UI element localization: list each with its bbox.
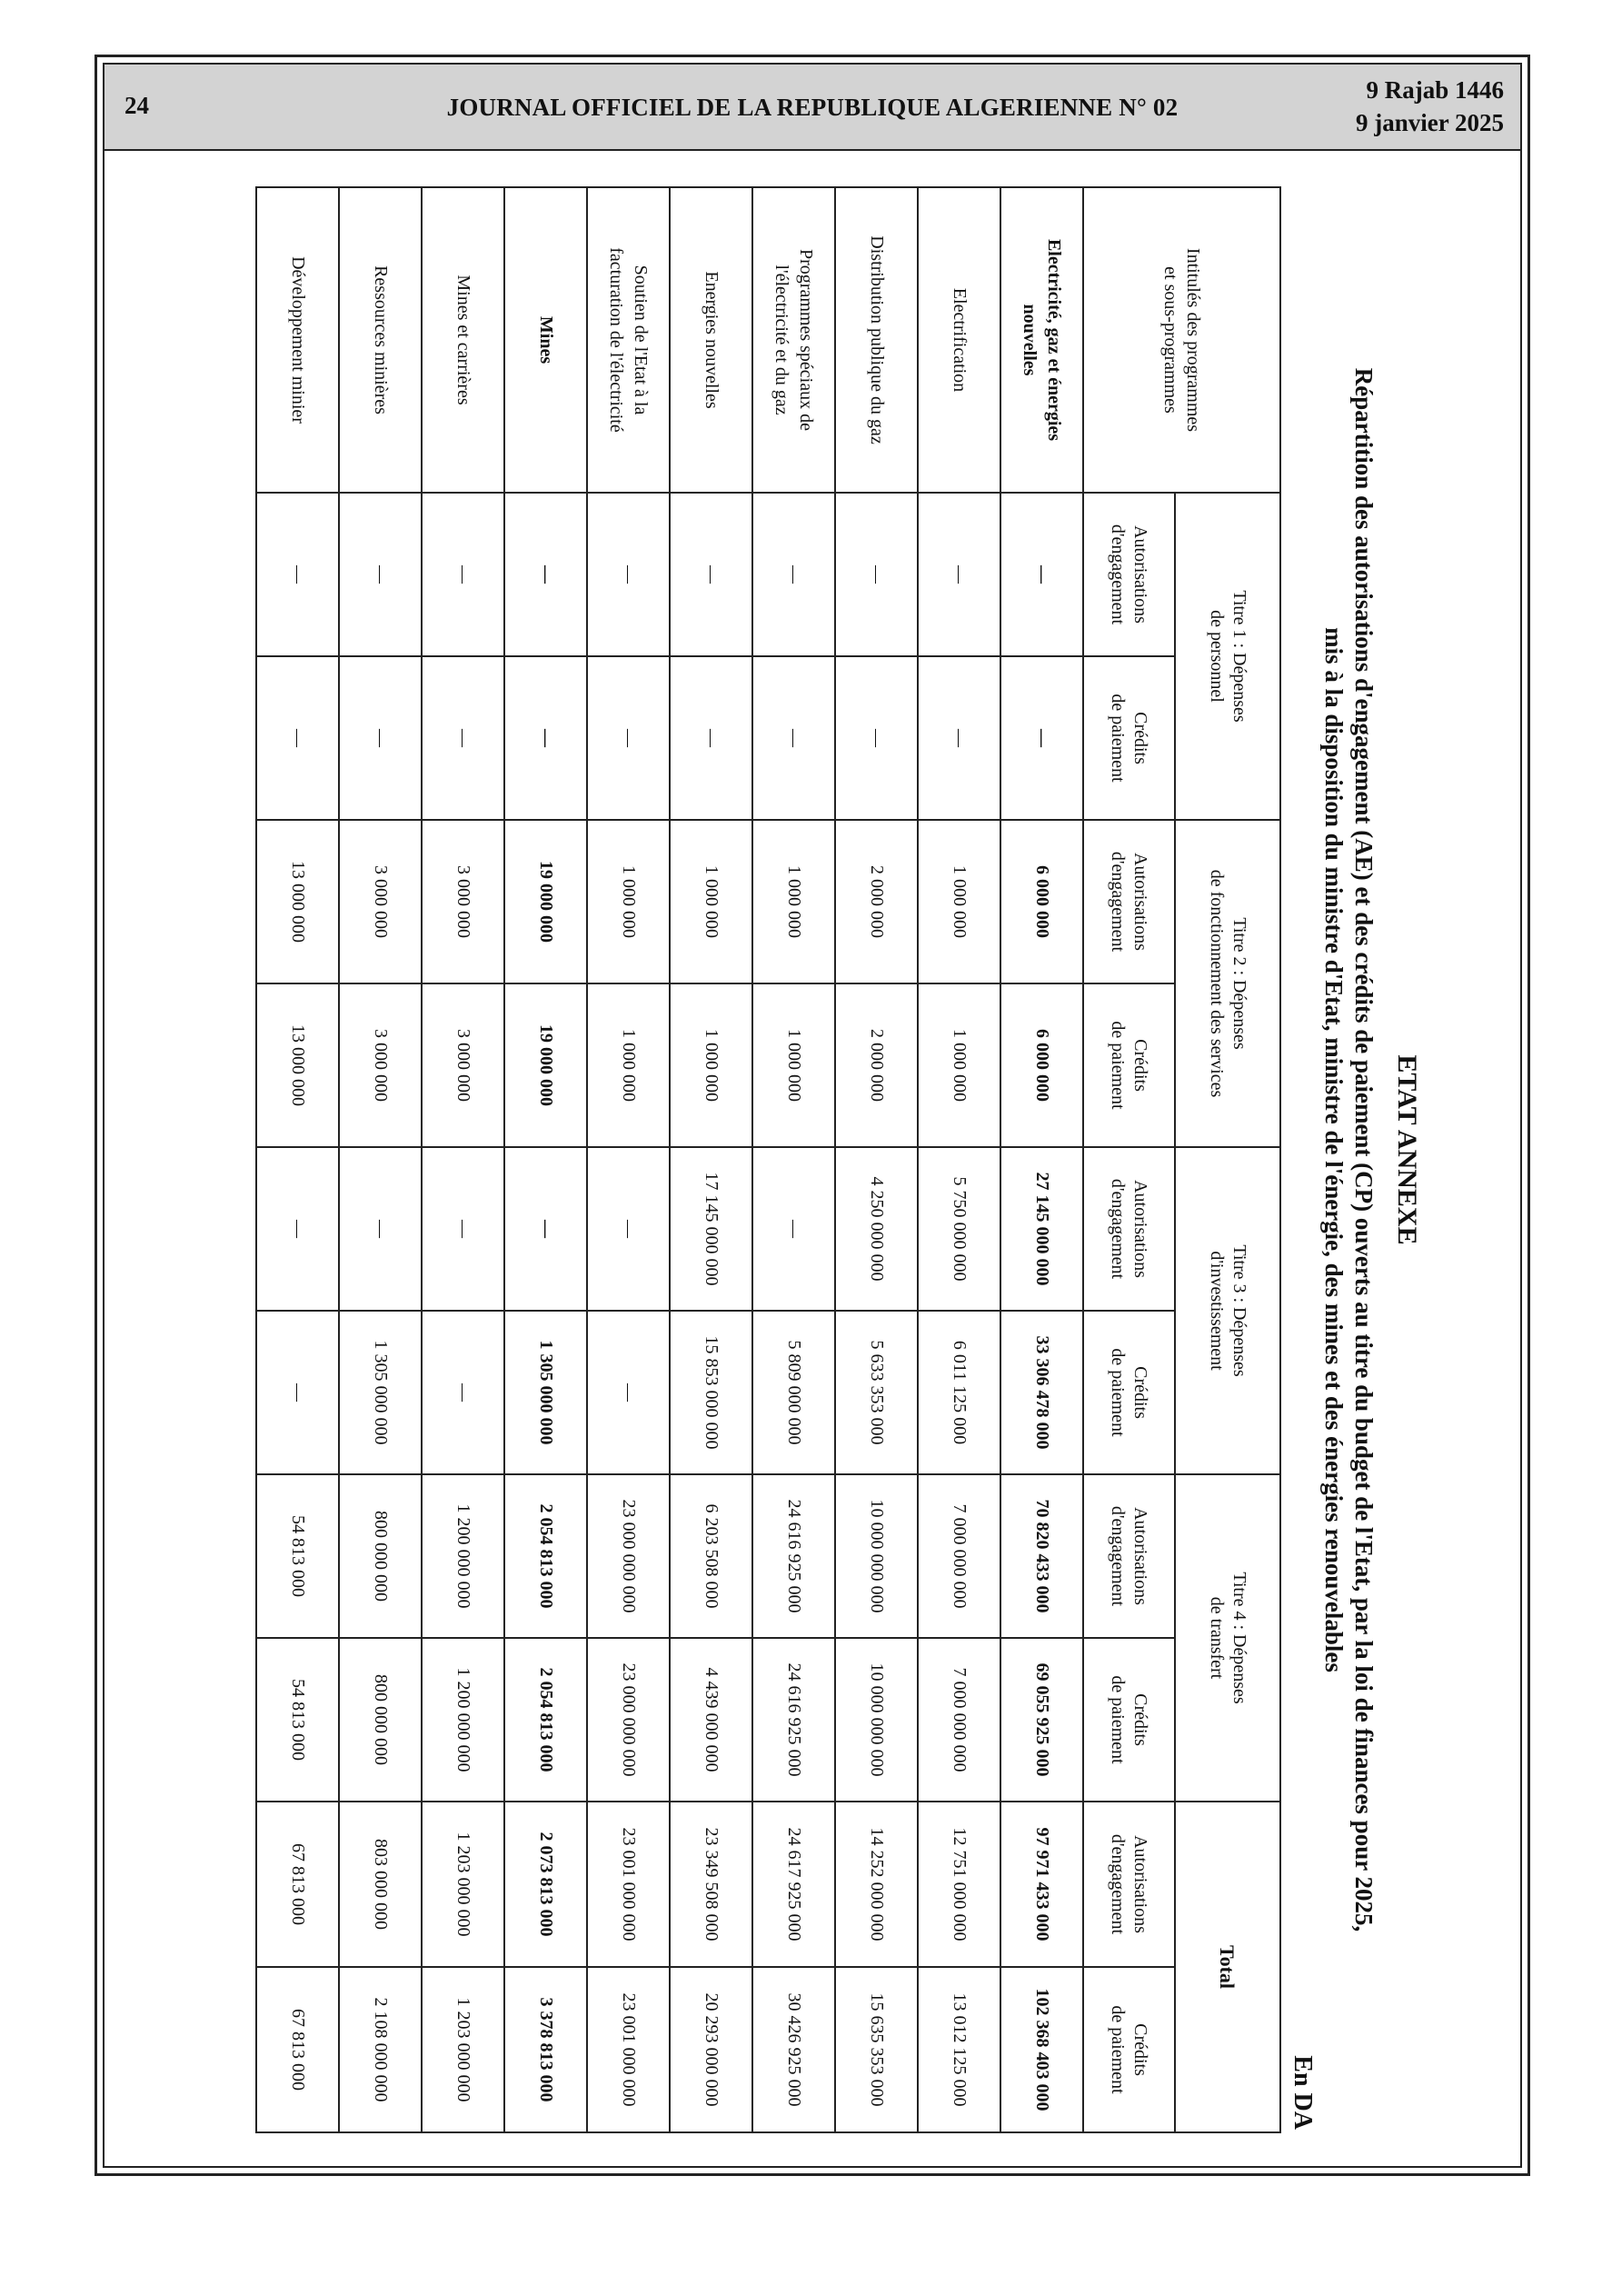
page-number: 24 [124,92,149,119]
amount-cell: — [339,1147,422,1311]
program-label: Electricité, gaz et énergies nouvelles [1000,187,1083,493]
amount-cell: 13 000 000 [256,820,339,983]
amount-cell: 15 635 353 000 [835,1967,918,2132]
amount-cell: 24 616 925 000 [752,1474,835,1638]
amount-cell: 1 305 000 000 [339,1311,422,1474]
amount-cell: 24 617 925 000 [752,1802,835,1967]
amount-cell: 1 000 000 [918,983,1000,1147]
amount-cell: 1 200 000 000 [422,1474,504,1638]
amount-cell: — [504,656,587,820]
amount-cell: 3 000 000 [422,983,504,1147]
subheader-ae: Autorisations d'engagement [1083,493,1175,656]
amount-cell: — [422,1147,504,1311]
amount-cell: 1 305 000 000 [504,1311,587,1474]
program-label: Programmes spéciaux de l'électricité et du gaz [752,187,835,493]
amount-cell: — [1000,656,1083,820]
hijri-date: 9 Rajab 1446 [1366,76,1504,104]
amount-cell: 30 426 925 000 [752,1967,835,2132]
amount-cell: 69 055 925 000 [1000,1638,1083,1802]
amount-cell: 2 054 813 000 [504,1474,587,1638]
amount-cell: 4 439 000 000 [670,1638,752,1802]
table-row [587,187,670,2132]
amount-cell: 102 368 403 000 [1000,1967,1083,2132]
amount-cell: 1 203 000 000 [422,1967,504,2132]
amount-cell: 17 145 000 000 [670,1147,752,1311]
rotated-annex [204,159,1449,2141]
amount-cell: 2 054 813 000 [504,1638,587,1802]
table-row [339,187,422,2132]
amount-cell: 27 145 000 000 [1000,1147,1083,1311]
amount-cell: 5 809 000 000 [752,1311,835,1474]
amount-cell: 23 000 000 000 [587,1474,670,1638]
amount-cell: 803 000 000 [339,1802,422,1967]
amount-cell: 1 000 000 [752,820,835,983]
amount-cell: — [256,493,339,656]
amount-cell: 19 000 000 [504,820,587,983]
amount-cell: 10 000 000 000 [835,1474,918,1638]
amount-cell: — [918,493,1000,656]
amount-cell: 97 971 433 000 [1000,1802,1083,1967]
amount-cell: 2 108 000 000 [339,1967,422,2132]
annex-subtitle [1318,295,1378,2004]
amount-cell: 1 000 000 [587,983,670,1147]
program-label: Soutien de l'Etat à la facturation de l'électricité [587,187,670,493]
table-row [256,187,339,2132]
journal-header [104,65,1520,151]
amount-cell: 13 000 000 [256,983,339,1147]
amount-cell: — [422,493,504,656]
amount-cell: 23 349 508 000 [670,1802,752,1967]
program-label: Mines et carrières [422,187,504,493]
annex-title: ETAT ANNEXE [1392,1054,1422,1245]
subheader-ae: Autorisations d'engagement [1083,1147,1175,1311]
amount-cell: 3 378 813 000 [504,1967,587,2132]
table-body [256,187,1083,2132]
group-header-titre4: Titre 4 : Dépenses de transfert [1175,1474,1280,1802]
amount-cell: 1 200 000 000 [422,1638,504,1802]
program-label: Distribution publique du gaz [835,187,918,493]
program-label: Ressources minières [339,187,422,493]
amount-cell: — [422,1311,504,1474]
amount-cell: 13 012 125 000 [918,1967,1000,2132]
amount-cell: 12 751 000 000 [918,1802,1000,1967]
amount-cell: — [504,493,587,656]
subheader-cp: Crédits de paiement [1083,656,1175,820]
amount-cell: 19 000 000 [504,983,587,1147]
amount-cell: — [256,1311,339,1474]
amount-cell: 23 001 000 000 [587,1967,670,2132]
amount-cell: — [587,1311,670,1474]
amount-cell: 33 306 478 000 [1000,1311,1083,1474]
issue-date [1356,74,1504,139]
amount-cell: — [835,493,918,656]
amount-cell: 1 000 000 [670,983,752,1147]
amount-cell: 20 293 000 000 [670,1967,752,2132]
amount-cell: 4 250 000 000 [835,1147,918,1311]
amount-cell: 2 073 813 000 [504,1802,587,1967]
amount-cell: 67 813 000 [256,1967,339,2132]
amount-cell: — [752,1147,835,1311]
amount-cell: 1 000 000 [587,820,670,983]
amount-cell: 7 000 000 000 [918,1638,1000,1802]
amount-cell: 23 000 000 000 [587,1638,670,1802]
amount-cell: — [752,656,835,820]
program-label: Energies nouvelles [670,187,752,493]
amount-cell: — [256,1147,339,1311]
gregorian-date: 9 janvier 2025 [1356,109,1504,136]
amount-cell: 5 633 353 000 [835,1311,918,1474]
table-row [670,187,752,2132]
amount-cell: 70 820 433 000 [1000,1474,1083,1638]
table-row [422,187,504,2132]
table-row [504,187,587,2132]
amount-cell: 6 011 125 000 [918,1311,1000,1474]
amount-cell: — [835,656,918,820]
amount-cell: 5 750 000 000 [918,1147,1000,1311]
journal-title: JOURNAL OFFICIEL DE LA REPUBLIQUE ALGERIENNE N° 02 [446,94,1179,121]
amount-cell: — [587,1147,670,1311]
amount-cell: 3 000 000 [422,820,504,983]
program-label: Développement minier [256,187,339,493]
amount-cell: — [670,493,752,656]
table-row [918,187,1000,2132]
group-header-titre1: Titre 1 : Dépenses de personnel [1175,493,1280,820]
amount-cell: 3 000 000 [339,820,422,983]
amount-cell: — [422,656,504,820]
subheader-ae: Autorisations d'engagement [1083,1474,1175,1638]
amount-cell: 14 252 000 000 [835,1802,918,1967]
amount-cell: — [339,493,422,656]
amount-cell: — [752,493,835,656]
amount-cell: 1 000 000 [752,983,835,1147]
amount-cell: 3 000 000 [339,983,422,1147]
group-header-titre2: Titre 2 : Dépenses de fonctionnement des services [1175,820,1280,1147]
annex-subtitle-line1: Répartition des autorisations d'engagement (AE) et des crédits de paiement (CP) ouverts au titre du budget de l'Etat, par la loi de finances pour 2025, [1350,367,1378,1932]
amount-cell: 2 000 000 [835,820,918,983]
table-row [752,187,835,2132]
amount-cell: — [587,656,670,820]
amount-cell: 2 000 000 [835,983,918,1147]
amount-cell: 10 000 000 000 [835,1638,918,1802]
amount-cell: — [918,656,1000,820]
amount-cell: 1 000 000 [918,820,1000,983]
amount-cell: 24 616 925 000 [752,1638,835,1802]
program-column-header: Intitulés des programmes et sous-programmes [1083,187,1280,493]
amount-cell: — [256,656,339,820]
amount-cell: 67 813 000 [256,1802,339,1967]
subheader-cp: Crédits de paiement [1083,983,1175,1147]
subheader-cp: Crédits de paiement [1083,1311,1175,1474]
amount-cell: — [339,656,422,820]
subheader-cp: Crédits de paiement [1083,1967,1175,2132]
program-label: Mines [504,187,587,493]
table-header-groups [1175,187,1280,2132]
subheader-ae: Autorisations d'engagement [1083,820,1175,983]
amount-cell: 6 000 000 [1000,983,1083,1147]
amount-cell: — [587,493,670,656]
subheader-cp: Crédits de paiement [1083,1638,1175,1802]
amount-cell: 800 000 000 [339,1638,422,1802]
amount-cell: — [1000,493,1083,656]
amount-cell: 15 853 000 000 [670,1311,752,1474]
amount-cell: 1 000 000 [670,820,752,983]
amount-cell: 23 001 000 000 [587,1802,670,1967]
budget-table [255,186,1281,2133]
annex-subtitle-line2: mis à la disposition du ministre d'Etat, ministre de l'énergie, des mines et des énergies renouvelables [1320,627,1348,1672]
group-header-titre3: Titre 3 : Dépenses d'investissement [1175,1147,1280,1474]
amount-cell: 1 203 000 000 [422,1802,504,1967]
table-row [835,187,918,2132]
table-row [1000,187,1083,2132]
program-label: Electrification [918,187,1000,493]
amount-cell: 800 000 000 [339,1474,422,1638]
group-header-total: Total [1175,1802,1280,2132]
amount-cell: 54 813 000 [256,1474,339,1638]
amount-cell: 54 813 000 [256,1638,339,1802]
amount-cell: — [504,1147,587,1311]
amount-cell: 7 000 000 000 [918,1474,1000,1638]
amount-cell: 6 203 508 000 [670,1474,752,1638]
amount-cell: 6 000 000 [1000,820,1083,983]
amount-cell: — [670,656,752,820]
currency-unit: En DA [1289,2055,1317,2130]
subheader-ae: Autorisations d'engagement [1083,1802,1175,1967]
